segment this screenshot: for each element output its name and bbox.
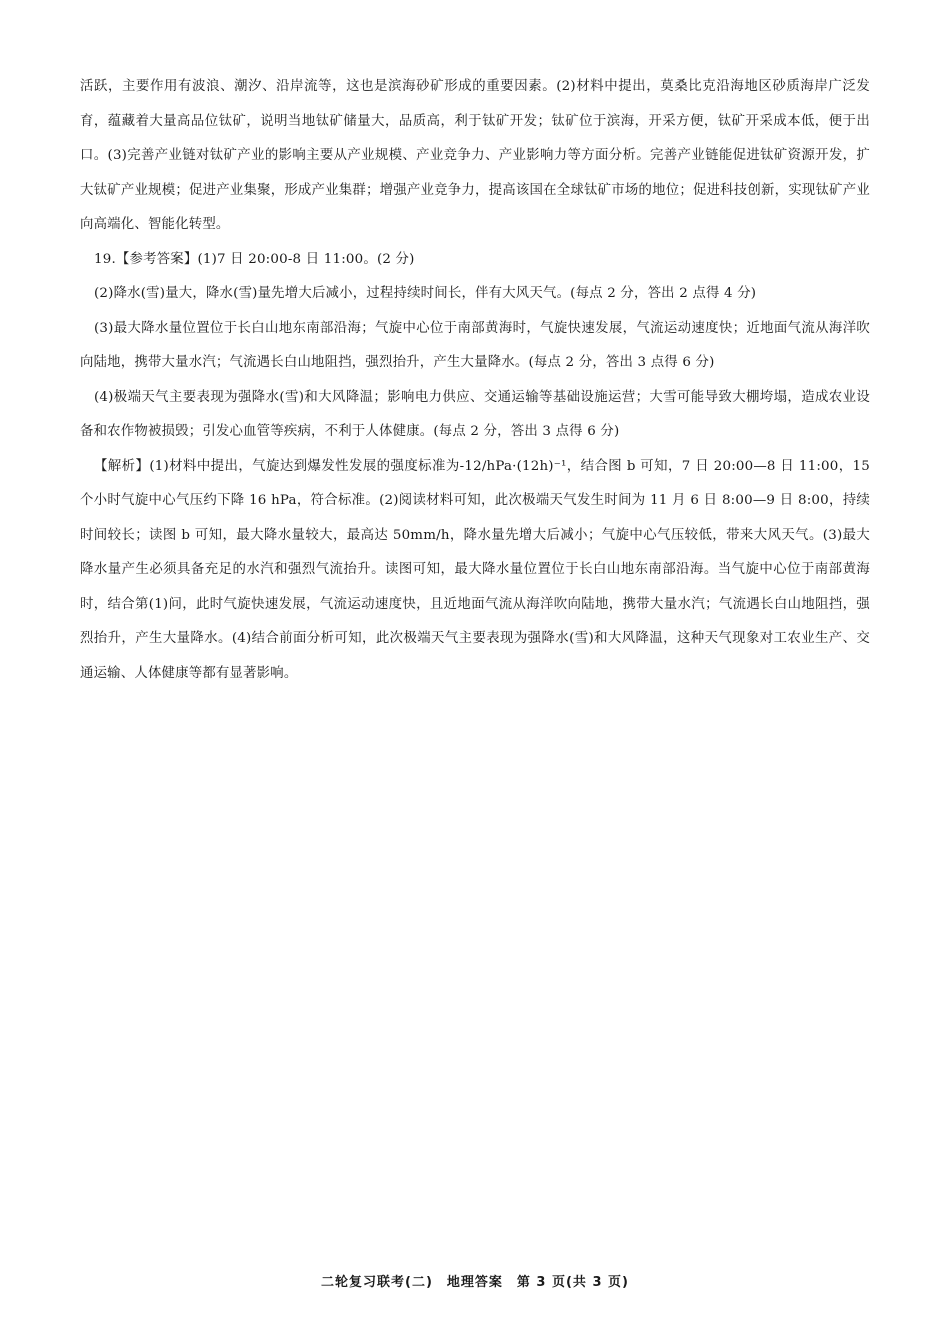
page-footer: 二轮复习联考(二) 地理答案 第 3 页(共 3 页) <box>321 1275 629 1290</box>
paragraph-answer-19-4: (4)极端天气主要表现为强降水(雪)和大风降温；影响电力供应、交通运输等基础设施运营；大雪可能导致大棚垮塌，造成农业设备和农作物被损毁；引发心血管等疾病，不利于人体健康。(每点 2 分，答出 3 点得 6 分) <box>80 389 870 439</box>
paragraph-answer-19-1: 19.【参考答案】(1)7 日 20:00-8 日 11:00。(2 分) <box>94 251 415 267</box>
paragraph-continuation-18: 活跃，主要作用有波浪、潮汐、沿岸流等，这也是滨海砂矿形成的重要因素。(2)材料中提出，莫桑比克沿海地区砂质海岸广泛发育，蕴藏着大量高品位钛矿，说明当地钛矿储量大，品质高，利于钛矿开发；钛矿位于滨海，开采方便，钛矿开采成本低，便于出口。(3)完善产业链对钛矿产业的影响主要从产业规模、产业竞争力、产业影响力等方面分析。完善产业链能促进钛矿资源开发，扩大钛矿产业规模；促进产业集聚，形成产业集群；增强产业竞争力，提高该国在全球钛矿市场的地位；促进科技创新，实现钛矿产业向高端化、智能化转型。 <box>80 79 870 232</box>
answer-document <box>80 70 870 691</box>
paragraph-answer-19-2: (2)降水(雪)量大，降水(雪)量先增大后减小，过程持续时间长，伴有大风天气。(每点 2 分，答出 2 点得 4 分) <box>94 286 757 301</box>
paragraph-answer-19-3: (3)最大降水量位置位于长白山地东南部沿海；气旋中心位于南部黄海时，气旋快速发展，气流运动速度快；近地面气流从海洋吹向陆地，携带大量水汽；气流遇长白山地阻挡，强烈抬升，产生大量降水。(每点 2 分，答出 3 点得 6 分) <box>80 320 870 370</box>
paragraph-analysis-19: 【解析】(1)材料中提出，气旋达到爆发性发展的强度标准为-12/hPa·(12h)⁻¹，结合图 b 可知，7 日 20:00—8 日 11:00，15 个小时气旋中心气压约下降 16 hPa，符合标准。(2)阅读材料可知，此次极端天气发生时间为 11 月 6 日 8:00—9 日 8:00，持续时间较长；读图 b 可知，最大降水量较大，最高达 50mm/h，降水量先增大后减小；气旋中心气压较低，带来大风天气。(3)最大降水量产生必须具备充足的水汽和强烈气流抬升。读图可知，最大降水量位置位于长白山地东南部沿海。当气旋中心位于南部黄海时，结合第(1)问，此时气旋快速发展，气流运动速度快，且近地面气流从海洋吹向陆地，携带大量水汽；气流遇长白山地阻挡，强烈抬升，产生大量降水。(4)结合前面分析可知，此次极端天气主要表现为强降水(雪)和大风降温，这种天气现象对工农业生产、交通运输、人体健康等都有显著影响。 <box>80 458 870 681</box>
